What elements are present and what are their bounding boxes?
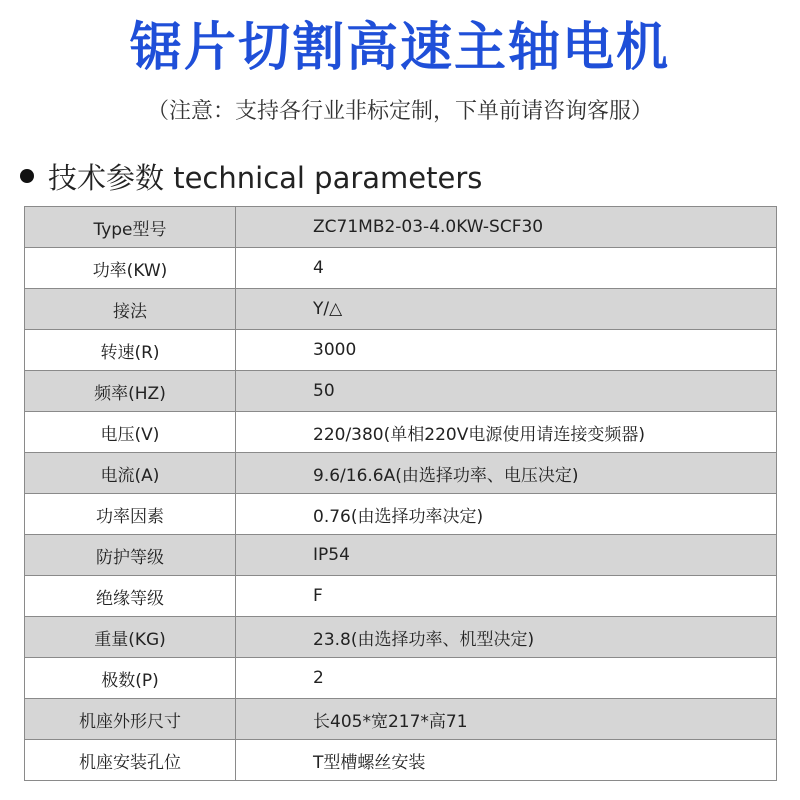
- section-heading-text: 技术参数 technical parameters: [48, 160, 483, 195]
- row-value: IP54: [236, 535, 777, 576]
- row-label: Type型号: [25, 207, 236, 248]
- row-value: ZC71MB2-03-4.0KW-SCF30: [236, 207, 777, 248]
- row-label: 电压(V): [25, 412, 236, 453]
- row-value: 长405*宽217*高71: [236, 699, 777, 740]
- page-subtitle: （注意：支持各行业非标定制，下单前请咨询客服）: [146, 99, 653, 124]
- table-row: [25, 330, 777, 371]
- row-label: 机座外形尺寸: [25, 699, 236, 740]
- table-row: [25, 248, 777, 289]
- spec-table: [24, 206, 777, 781]
- table-row: [25, 207, 777, 248]
- row-value: 0.76(由选择功率决定): [236, 494, 777, 535]
- table-row: [25, 576, 777, 617]
- table-row: [25, 535, 777, 576]
- row-value: 23.8(由选择功率、机型决定): [236, 617, 777, 658]
- row-value: 4: [236, 248, 777, 289]
- table-row: [25, 494, 777, 535]
- page-title: 锯片切割高速主轴电机: [129, 18, 670, 78]
- table-row: [25, 658, 777, 699]
- row-label: 功率(KW): [25, 248, 236, 289]
- row-label: 接法: [25, 289, 236, 330]
- table-row: [25, 617, 777, 658]
- row-value: 2: [236, 658, 777, 699]
- row-label: 重量(KG): [25, 617, 236, 658]
- row-label: 极数(P): [25, 658, 236, 699]
- row-label: 防护等级: [25, 535, 236, 576]
- row-label: 转速(R): [25, 330, 236, 371]
- row-label: 电流(A): [25, 453, 236, 494]
- row-label: 绝缘等级: [25, 576, 236, 617]
- row-value: 50: [236, 371, 777, 412]
- table-row: [25, 740, 777, 781]
- row-value: 220/380(单相220V电源使用请连接变频器): [236, 412, 777, 453]
- row-label: 功率因素: [25, 494, 236, 535]
- table-row: [25, 412, 777, 453]
- row-value: T型槽螺丝安装: [236, 740, 777, 781]
- bullet-icon: [20, 169, 34, 183]
- section-heading: [20, 156, 482, 196]
- table-row: [25, 699, 777, 740]
- row-value: 9.6/16.6A(由选择功率、电压决定): [236, 453, 777, 494]
- row-value: Y/△: [236, 289, 777, 330]
- table-row: [25, 453, 777, 494]
- row-label: 频率(HZ): [25, 371, 236, 412]
- row-value: 3000: [236, 330, 777, 371]
- row-value: F: [236, 576, 777, 617]
- table-row: [25, 289, 777, 330]
- table-row: [25, 371, 777, 412]
- row-label: 机座安装孔位: [25, 740, 236, 781]
